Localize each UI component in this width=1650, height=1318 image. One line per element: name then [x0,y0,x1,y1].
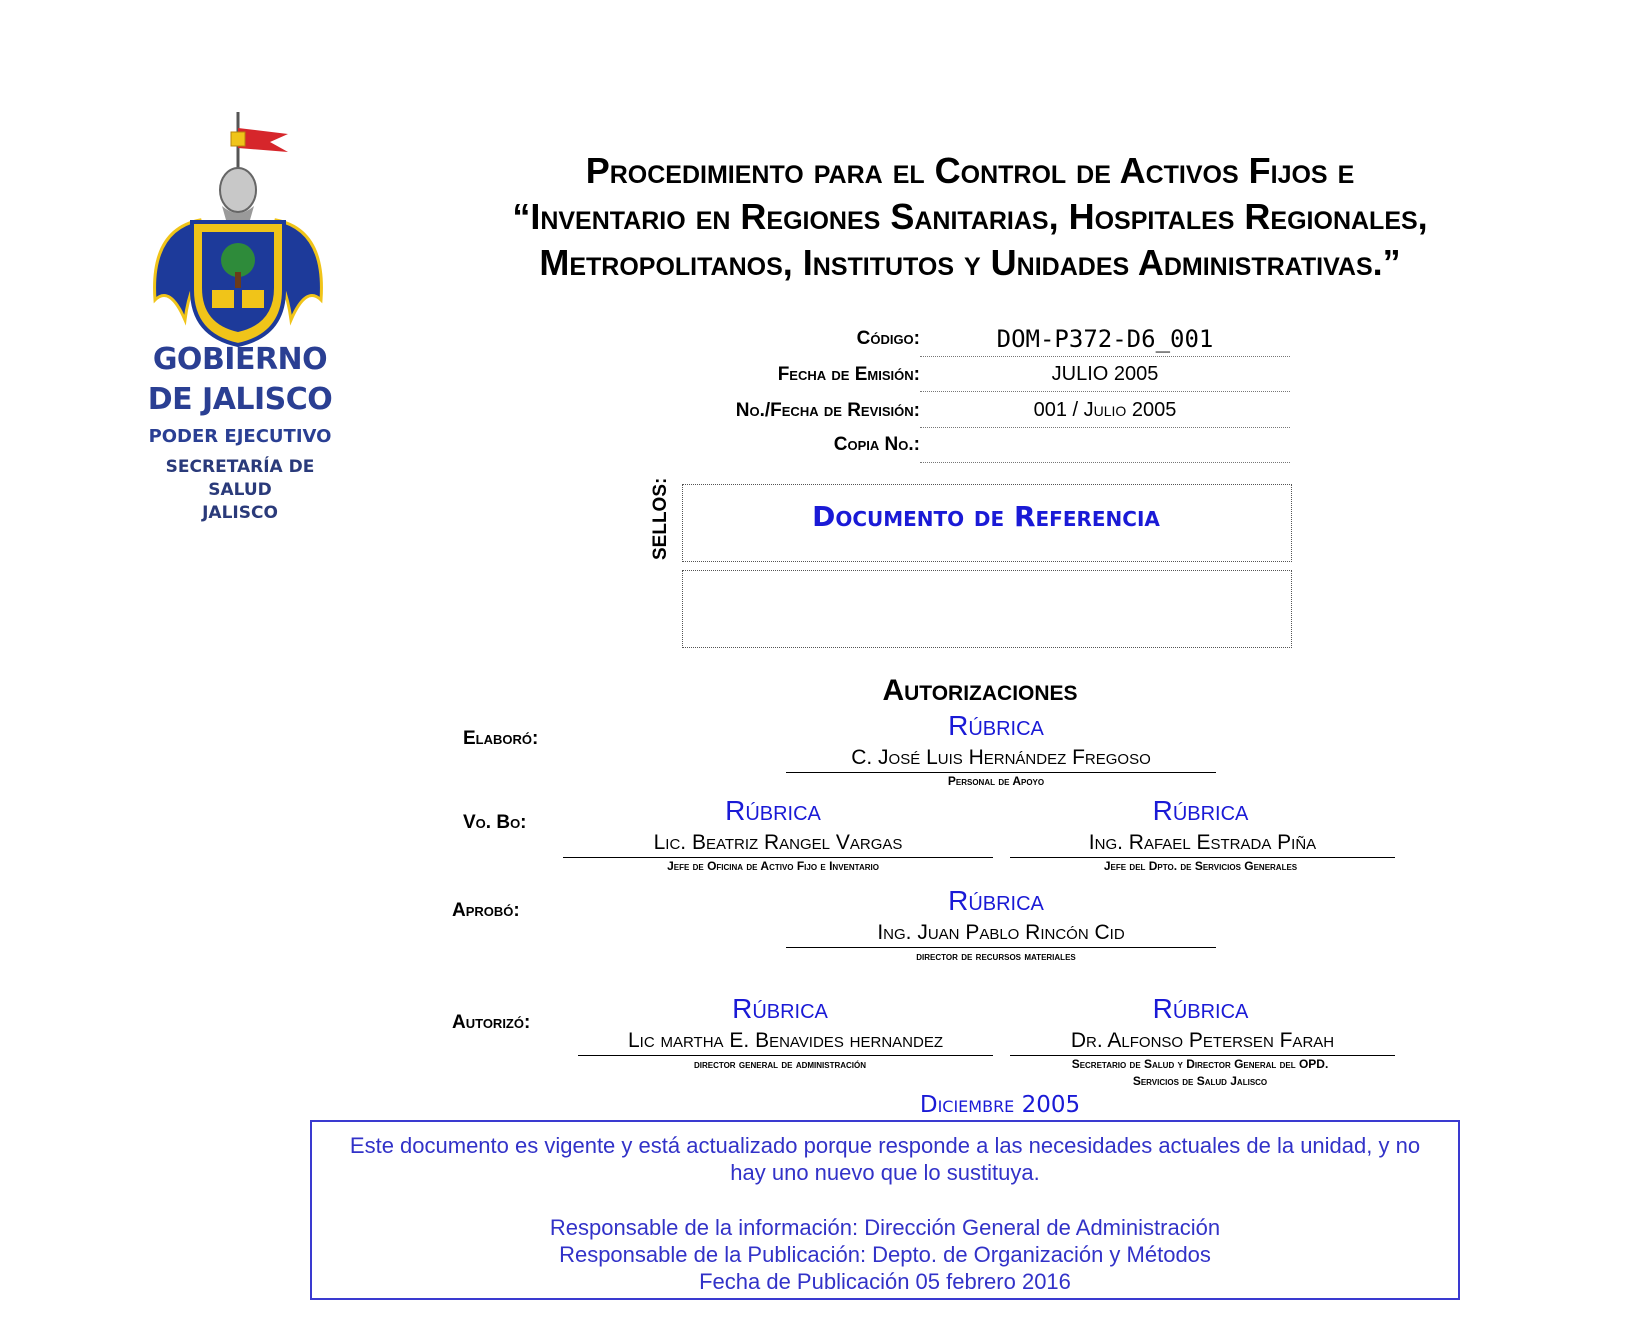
elaboro-rubrica: Rúbrica [948,710,1044,741]
coat-of-arms-icon [130,110,350,350]
revision-label: No./Fecha de Revisión: [735,400,920,421]
vigencia-notice [310,1120,1460,1300]
sellos-box-bottom [682,570,1292,648]
codigo-label: Código: [856,328,920,349]
autorizo-right-role-1: Secretario de Salud y Director General del OPD. [1071,1057,1329,1071]
notice-line-2: hay uno nuevo que lo sustituya. [730,1160,1040,1185]
documento-de-referencia: Documento de Referencia [812,500,1160,533]
aprobo-rubrica: Rúbrica [948,885,1044,916]
fecha-diciembre: Diciembre 2005 [919,1092,1081,1118]
vobo-label: Vo. Bo: [463,812,527,833]
elaboro-label: Elaboró: [463,728,539,749]
title-line-3: Metropolitanos, Institutos y Unidades Administrativas.” [539,242,1401,283]
vobo-left-rubrica: Rúbrica [725,795,821,826]
notice-line-4: Responsable de la Publicación: Depto. de Organización y Métodos [559,1242,1211,1267]
fecha-emision-label: Fecha de Emisión: [777,364,920,385]
notice-line-1: Este documento es vigente y está actualizado porque responde a las necesidades actuales de la unidad, y no [349,1133,1421,1158]
elaboro-name: C. José Luis Hernández Fregoso [786,745,1216,773]
autorizo-left-rubrica: Rúbrica [732,993,828,1024]
vobo-right-rubrica: Rúbrica [1152,795,1249,826]
logo-salud: SALUD [208,480,272,500]
codigo-value: DOM-P372-D6_001 [920,322,1290,357]
document-title [400,148,1540,286]
aprobo-name: Ing. Juan Pablo Rincón Cid [786,920,1216,948]
elaboro-role: Personal de Apoyo [947,774,1045,788]
notice-line-5: Fecha de Publicación 05 febrero 2016 [699,1269,1071,1294]
title-line-1: Procedimiento para el Control de Activos Fijos e [585,150,1355,191]
vobo-right-name: Ing. Rafael Estrada Piña [1010,830,1395,858]
autorizo-left-role: director general de administración [693,1057,867,1071]
autorizo-right-name: Dr. Alfonso Petersen Farah [1010,1028,1395,1056]
autorizo-right-rubrica: Rúbrica [1152,993,1249,1024]
logo-jalisco-small: JALISCO [202,503,278,523]
vobo-right-role: Jefe del Dpto. de Servicios Generales [1103,859,1298,873]
aprobo-label: Aprobó: [452,900,520,921]
jalisco-logo [130,110,350,550]
logo-jalisco: DE JALISCO [147,382,333,417]
fecha-emision-value: JULIO 2005 [920,357,1290,392]
autorizo-label: Autorizó: [452,1012,531,1033]
sellos-label-text: SELLOS: [650,477,671,560]
logo-secretaria: SECRETARÍA DE [165,457,315,477]
autorizaciones-title: Autorizaciones [882,674,1078,707]
logo-gobierno: GOBIERNO [152,342,328,377]
vobo-left-role: Jefe de Oficina de Activo Fijo e Inventario [667,859,879,873]
vobo-left-name: Lic. Beatriz Rangel Vargas [563,830,993,858]
copia-value [920,428,1290,463]
logo-poder-ejecutivo: PODER EJECUTIVO [148,426,332,447]
notice-line-3: Responsable de la información: Dirección General de Administración [549,1215,1221,1240]
copia-label: Copia No.: [833,434,920,455]
aprobo-role: director de recursos materiales [916,949,1076,963]
autorizo-left-name: Lic martha E. Benavides hernandez [578,1028,993,1056]
autorizo-right-role-2: Servicios de Salud Jalisco [1132,1074,1268,1088]
revision-value: 001 / Julio 2005 [920,393,1290,428]
title-line-2: “Inventario en Regiones Sanitarias, Hospitales Regionales, [512,196,1428,237]
